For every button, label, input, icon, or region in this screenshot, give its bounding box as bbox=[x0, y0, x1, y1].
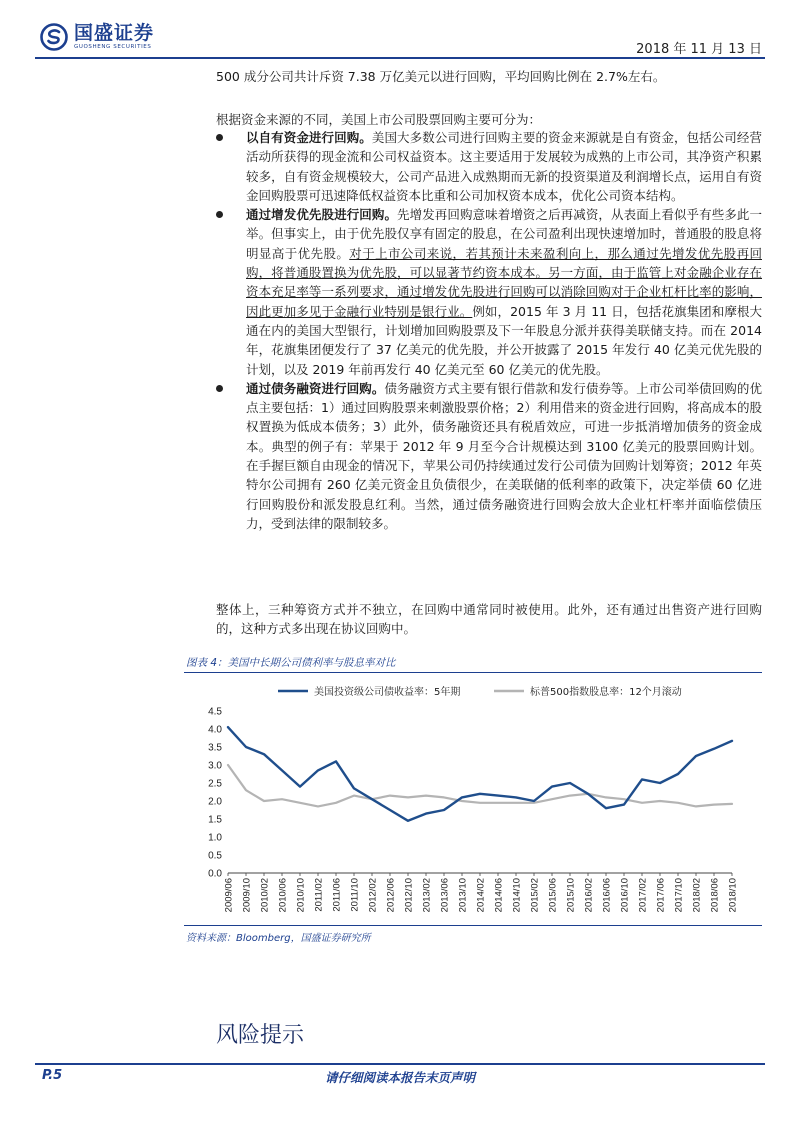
list-item-preferred-stock bbox=[210, 205, 762, 379]
y-tick-label: 3.0 bbox=[208, 760, 222, 772]
list-item-text: 美国大多数公司进行回购主要的资金来源就是自有资金，包括公司经营活动所获得的现金流和公司权益资本。这主要适用于发展较为成熟的上市公司，其净资产积累较多，自有资金规模较大，公司产品进入成熟期而无新的投资渠道及利润增长点，运用自有资金回购股票可迅速降低权益资本比重和公司加权资本成本，优化公司资本结构。 bbox=[246, 130, 762, 203]
list-item-title: 通过增发优先股进行回购。 bbox=[246, 207, 398, 223]
series-line-0 bbox=[228, 727, 732, 821]
report-date: 2018 年 11 月 13 日 bbox=[636, 42, 762, 57]
series-line-1 bbox=[228, 765, 732, 806]
paragraph-sources: 根据资金来源的不同，美国上市公司股票回购主要可分为： bbox=[216, 112, 542, 127]
logo-name-cn: 国盛证券 bbox=[74, 22, 155, 44]
yield-comparison-chart bbox=[184, 675, 762, 923]
x-tick-label: 2012/02 bbox=[367, 878, 379, 913]
logo-name-en: GUOSHENG SECURITIES bbox=[74, 44, 152, 50]
x-tick-label: 2009/10 bbox=[241, 878, 253, 913]
list-item-own-funds bbox=[210, 128, 762, 205]
y-tick-label: 1.0 bbox=[208, 832, 222, 844]
section-title-risk: 风险提示 bbox=[216, 1023, 305, 1048]
x-tick-label: 2014/02 bbox=[475, 878, 487, 913]
y-tick-label: 4.5 bbox=[208, 706, 222, 718]
x-tick-label: 2010/06 bbox=[277, 878, 289, 913]
x-tick-label: 2013/02 bbox=[421, 878, 433, 913]
list-item-title: 通过债务融资进行回购。 bbox=[246, 380, 385, 396]
x-tick-label: 2009/06 bbox=[223, 878, 235, 913]
x-tick-label: 2015/10 bbox=[565, 878, 577, 913]
x-tick-label: 2018/02 bbox=[691, 878, 703, 913]
x-tick-label: 2018/06 bbox=[709, 878, 721, 913]
bullet-icon bbox=[216, 385, 223, 392]
x-tick-label: 2011/10 bbox=[349, 878, 361, 912]
x-tick-label: 2010/02 bbox=[259, 878, 271, 913]
x-tick-label: 2016/06 bbox=[601, 878, 613, 913]
legend-label: 标普500指数股息率：12个月滚动 bbox=[530, 687, 682, 698]
x-tick-label: 2011/02 bbox=[313, 878, 325, 912]
paragraph-intro: 500 成分公司共计斥资 7.38 万亿美元以进行回购，平均回购比例在 2.7%左右。 bbox=[216, 69, 666, 84]
x-tick-label: 2012/06 bbox=[385, 878, 397, 913]
list-item-text: 例如，2015 年 3 月 11 日，包括花旗集团和摩根大通在内的美国大型银行，计划增加回购股票及下一年股息分派并获得美联储支持。而在 2014 年，花旗集团便发行了 37 亿美元的优先股，并公开披露了 2015 年发行 40 亿美元优先股的计划，以及 2019 年前再发行 40 亿美元至 60 亿美元的优先股。 bbox=[246, 303, 762, 377]
company-logo bbox=[40, 22, 154, 51]
figure-title: 图表 4：美国中长期公司债利率与股息率对比 bbox=[186, 657, 396, 669]
x-tick-label: 2010/10 bbox=[295, 878, 307, 913]
bullet-icon bbox=[216, 134, 223, 141]
figure-top-rule bbox=[184, 672, 762, 673]
underlined-text: 对于上市公司来说，若其预计未来盈利向上，那么通过先增发优先股再回购，将普通股置换为优先股，可以显著节约资本成本。另一方面，由于监管上对金融企业存在资本充足率等一系列要求，通过增发优先股进行回购可以消除回购对于企业杠杆比率的影响，因此更加多见于金融行业特别是银行业。 bbox=[246, 245, 762, 319]
x-tick-label: 2017/06 bbox=[655, 878, 667, 913]
logo-mark-icon bbox=[40, 23, 68, 51]
x-tick-label: 2014/10 bbox=[511, 878, 523, 913]
paragraph-summary: 整体上，三种筹资方式并不独立，在回购中通常同时被使用。此外，还有通过出售资产进行回购的，这种方式多出现在协议回购中。 bbox=[216, 602, 762, 636]
y-tick-label: 1.5 bbox=[208, 814, 222, 826]
x-tick-label: 2017/02 bbox=[637, 878, 649, 913]
funding-source-list bbox=[210, 128, 762, 533]
x-tick-label: 2012/10 bbox=[403, 878, 415, 913]
list-item-debt-financing bbox=[210, 379, 762, 533]
y-tick-label: 3.5 bbox=[208, 742, 222, 754]
x-tick-label: 2015/06 bbox=[547, 878, 559, 913]
x-tick-label: 2016/10 bbox=[619, 878, 631, 913]
figure-bottom-rule bbox=[184, 925, 762, 926]
page-number: P.5 bbox=[42, 1068, 63, 1083]
y-tick-label: 0.0 bbox=[208, 868, 222, 880]
y-tick-label: 2.0 bbox=[208, 796, 222, 808]
y-tick-label: 0.5 bbox=[208, 850, 222, 862]
figure-source: 资料来源：Bloomberg，国盛证券研究所 bbox=[186, 933, 371, 944]
x-tick-label: 2014/06 bbox=[493, 878, 505, 913]
bullet-icon bbox=[216, 211, 223, 218]
x-tick-label: 2016/02 bbox=[583, 878, 595, 913]
x-tick-label: 2017/10 bbox=[673, 878, 685, 913]
x-tick-label: 2013/06 bbox=[439, 878, 451, 913]
y-tick-label: 4.0 bbox=[208, 724, 222, 736]
header-divider bbox=[35, 57, 765, 59]
footer-divider bbox=[35, 1063, 765, 1065]
x-tick-label: 2013/10 bbox=[457, 878, 469, 913]
y-tick-label: 2.5 bbox=[208, 778, 222, 790]
x-tick-label: 2015/02 bbox=[529, 878, 541, 913]
list-item-title: 以自有资金进行回购。 bbox=[246, 130, 372, 145]
x-tick-label: 2011/06 bbox=[331, 878, 343, 912]
legend-label: 美国投资级公司债收益率：5年期 bbox=[314, 687, 461, 698]
x-tick-label: 2018/10 bbox=[727, 878, 739, 913]
footer-disclaimer-note: 请仔细阅读本报告末页声明 bbox=[324, 1070, 475, 1085]
list-item-text: 债务融资方式主要有银行借款和发行债券等。上市公司举债回购的优点主要包括：1）通过回购股票来刺激股票价格；2）利用借来的资金进行回购，将高成本的股权置换为低成本债务；3）此外，债务融资还具有税盾效应，可进一步抵消增加债务的资金成本。典型的例子有：苹果于 2012 年 9 月至今合计规模达到 3100 亿美元的股票回购计划。在手握巨额自由现金的情况下，苹果公司仍持续通过发行公司债为回购计划筹资；2012 年英特尔公司拥有 260 亿美元资金且负债很少，在美联储的低利率的政策下，决定举债 60 亿进行回购股份和派发股息红利。当然，通过债务融资进行回购会放大企业杠杆率并面临偿债压力，受到法律的限制较多。 bbox=[246, 380, 762, 531]
list-item-text: 先增发再回购意味着增资之后再减资，从表面上看似乎有些多此一举。但事实上，由于优先股仅享有固定的股息，在公司盈利出现快速增加时，普通股的股息将明显高于优先股。 bbox=[246, 207, 762, 261]
